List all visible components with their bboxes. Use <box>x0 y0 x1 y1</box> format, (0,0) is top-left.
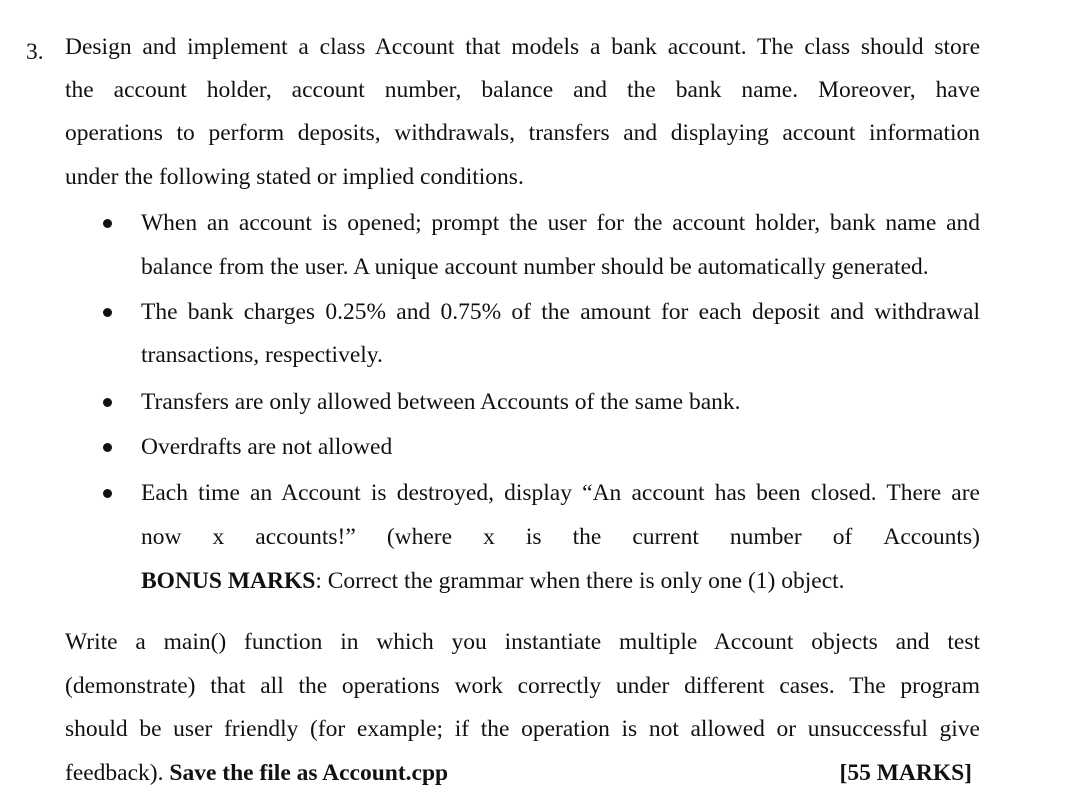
word: of <box>832 524 853 550</box>
word: current <box>632 524 699 550</box>
marks-label: [55 MARKS] <box>839 760 972 786</box>
word: number <box>729 524 802 550</box>
bullet-1-line-2: balance from the user. A unique account number should be automatically generated. <box>141 254 929 280</box>
bullet-2-line-1: The bank charges 0.25% and 0.75% of the amount for each deposit and withdrawal <box>141 299 980 325</box>
bullet-1-line-1: When an account is opened; prompt the user for the account holder, bank name and <box>141 210 980 236</box>
bullet-5-line-2 <box>141 515 980 559</box>
bullet-dot-1 <box>103 219 112 228</box>
word: now <box>141 524 182 550</box>
save-instruction: Save the file as Account.cpp <box>169 760 449 786</box>
intro-line-2: the account holder, account number, balance and the bank name. Moreover, have <box>65 77 980 103</box>
intro-line-1: Design and implement a class Account that models a bank account. The class should store <box>65 34 980 60</box>
bullet-dot-2 <box>103 308 112 317</box>
outro-line-3: should be user friendly (for example; if the operation is not allowed or unsuccessful give <box>65 716 980 742</box>
bullet-2-line-2: transactions, respectively. <box>141 342 383 368</box>
bullet-dot-3 <box>103 398 112 407</box>
word: Accounts) <box>883 524 980 550</box>
word: x <box>483 524 495 550</box>
question-number: 3. <box>26 39 44 65</box>
word: accounts!” <box>255 524 356 550</box>
bonus-label: BONUS MARKS <box>141 568 316 594</box>
intro-line-4: under the following stated or implied conditions. <box>65 164 524 190</box>
bullet-dot-5 <box>103 489 112 498</box>
intro-line-3: operations to perform deposits, withdrawals, transfers and displaying account information <box>65 120 980 146</box>
feedback-text: feedback). <box>65 760 170 786</box>
outro-line-4 <box>65 751 448 795</box>
word: the <box>572 524 602 550</box>
bullet-dot-4 <box>103 443 112 452</box>
bullet-4-text: Overdrafts are not allowed <box>141 434 393 460</box>
bullet-3-text: Transfers are only allowed between Accounts of the same bank. <box>141 389 741 415</box>
word: (where <box>386 524 453 550</box>
bonus-text: : Correct the grammar when there is only one (1) object. <box>315 568 845 594</box>
outro-line-1: Write a main() function in which you instantiate multiple Account objects and test <box>65 629 980 655</box>
word: is <box>525 524 542 550</box>
word: x <box>212 524 225 550</box>
outro-line-2: (demonstrate) that all the operations work correctly under different cases. The program <box>65 673 980 699</box>
bonus-line <box>141 559 980 603</box>
bullet-5-line-1: Each time an Account is destroyed, display “An account has been closed. There are <box>141 480 980 506</box>
